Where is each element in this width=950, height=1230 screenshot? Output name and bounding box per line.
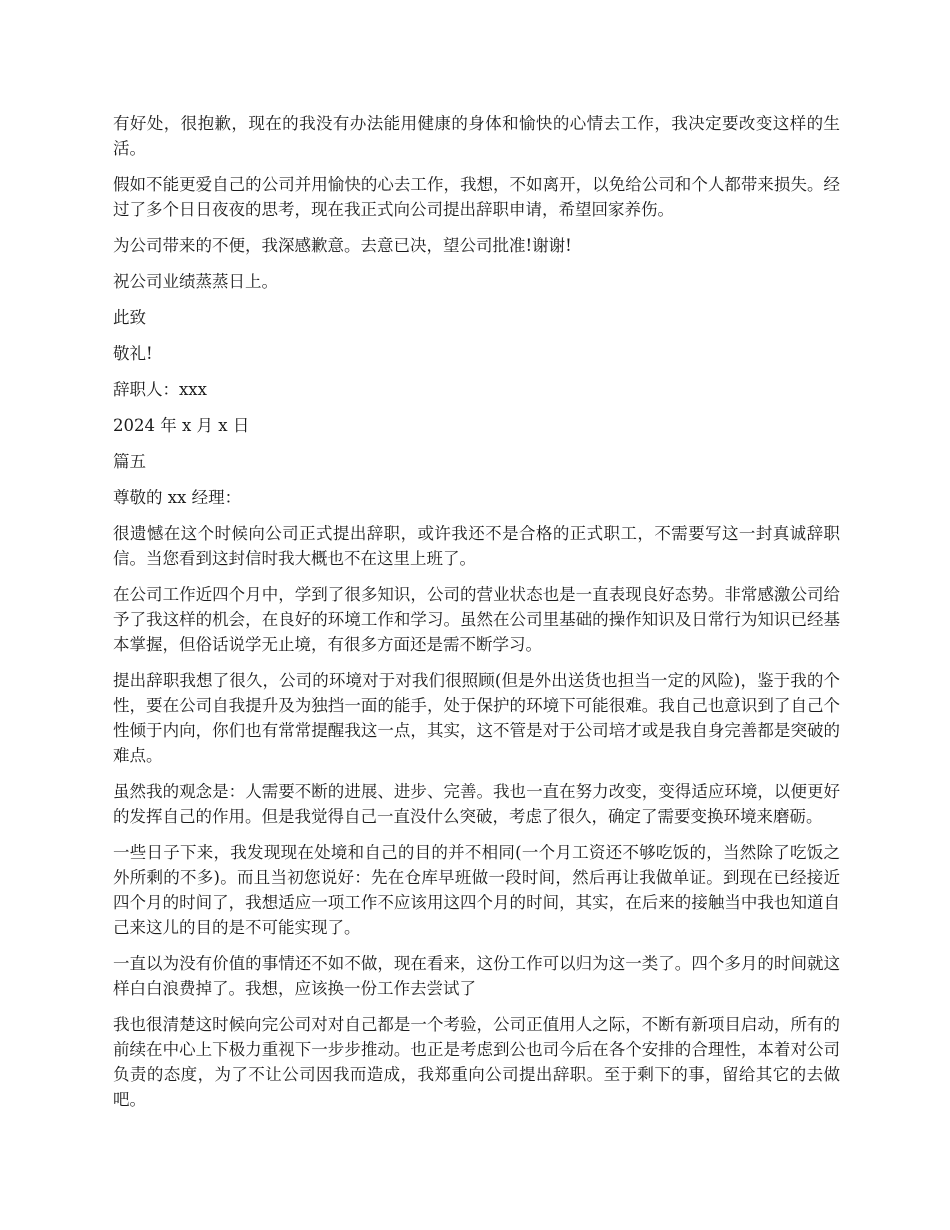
- paragraph-personality: 提出辞职我想了很久，公司的环境对于对我们很照顾(但是外出送货也担当一定的风险)，鉴于我的个性，要在公司自我提升及为独挡一面的能手，处于保护的环境下可能很难。我自己也意识到了自己个性倾于内向，你们也有常常提醒我这一点，其实，这不管是对于公司培才或是我自身完善都是突破的难点。: [113, 671, 840, 765]
- paragraph-experience: 在公司工作近四个月中，学到了很多知识，公司的营业状态也是一直表现良好态势。非常感激公司给予了我这样的机会，在良好的环境工作和学习。虽然在公司里基础的操作知识及日常行为知识已经基本掌握，但俗话说学无止境，有很多方面还是需不断学习。: [113, 585, 840, 654]
- paragraph-growth: 虽然我的观念是：人需要不断的进展、进步、完善。我也一直在努力改变，变得适应环境，以便更好的发挥自己的作用。但是我觉得自己一直没什么突破，考虑了很久，确定了需要变换环境来磨砺。: [113, 782, 840, 826]
- paragraph-situation: 一些日子下来，我发现现在处境和自己的目的并不相同(一个月工资还不够吃饭的，当然除了吃饭之外所剩的不多)。而且当初您说好：先在仓库早班做一段时间，然后再让我做单证。到现在已经接近四个月的时间了，我想适应一项工作不应该用这四个月的时间，其实，在后来的接触当中我也知道自己来这儿的目的是不可能实现了。: [113, 843, 840, 937]
- document-body: [113, 111, 840, 1123]
- paragraph-wish: 祝公司业绩蒸蒸日上。: [113, 272, 278, 291]
- date-line: 2024 年 x 月 x 日: [113, 416, 250, 435]
- paragraph-value: 一直以为没有价值的事情还不如不做，现在看来，这份工作可以归为这一类了。四个多月的时间就这样白白浪费掉了。我想，应该换一份工作去尝试了: [113, 954, 840, 998]
- paragraph-resign-reason: 假如不能更爱自己的公司并用愉快的心去工作，我想，不如离开，以免给公司和个人都带来损失。经过了多个日日夜夜的思考，现在我正式向公司提出辞职申请，希望回家养伤。: [113, 175, 840, 219]
- closing-salutation: 此致: [113, 308, 146, 327]
- paragraph-conclusion: 我也很清楚这时候向完公司对对自己都是一个考验，公司正值用人之际，不断有新项目启动，所有的前续在中心上下极力重视下一步步推动。也正是考虑到公也司今后在各个安排的合理性，本着对公司负责的态度，为了不让公司因我而造成，我郑重向公司提出辞职。至于剩下的事，留给其它的去做吧。: [113, 1015, 840, 1109]
- closing-respect: 敬礼!: [113, 344, 153, 363]
- greeting-line: 尊敬的 xx 经理：: [113, 488, 242, 507]
- paragraph-continuation: 有好处，很抱歉，现在的我没有办法能用健康的身体和愉快的心情去工作，我决定要改变这样的生活。: [113, 114, 840, 158]
- section-heading: 篇五: [113, 452, 146, 471]
- paragraph-intro: 很遗憾在这个时候向公司正式提出辞职，或许我还不是合格的正式职工，不需要写这一封真诚辞职信。当您看到这封信时我大概也不在这里上班了。: [113, 524, 840, 568]
- paragraph-apology: 为公司带来的不便，我深感歉意。去意已决，望公司批准!谢谢!: [113, 236, 572, 255]
- signature-line: 辞职人：xxx: [113, 380, 207, 399]
